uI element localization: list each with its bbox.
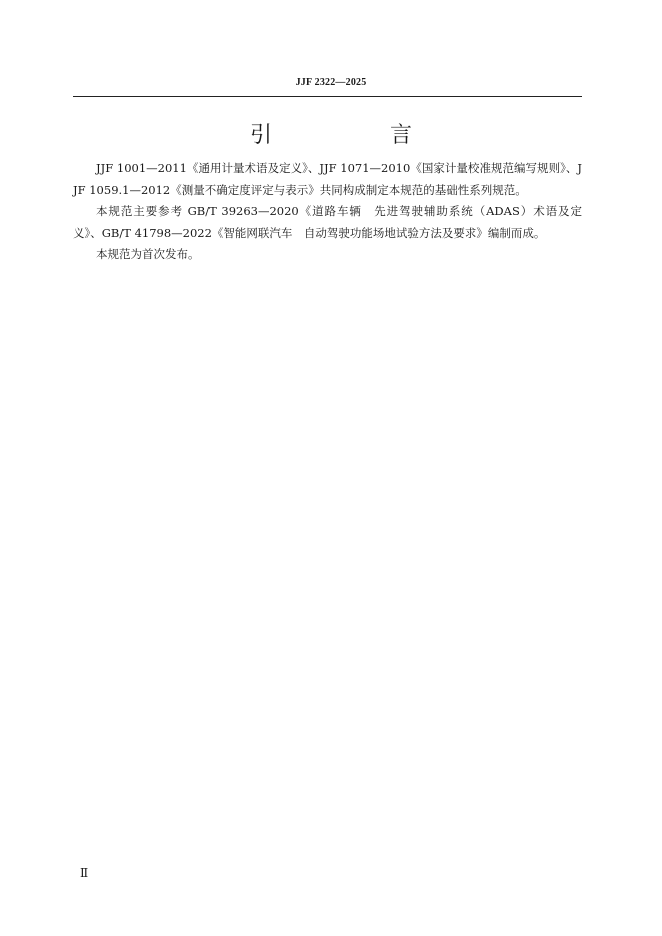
page-number: Ⅱ: [80, 866, 89, 880]
paragraph-reference-standards: 本规范主要参考 GB/T 39263—2020《道路车辆 先进驾驶辅助系统（ADAS）术语及定义》、GB/T 41798—2022《智能网联汽车 自动驾驶功能场地试验方法及要求》编制而成。: [73, 204, 582, 240]
header-divider: [73, 96, 582, 97]
paragraph-release-note: 本规范为首次发布。: [96, 247, 200, 261]
section-title: 引 言: [249, 123, 460, 148]
body-text: [73, 158, 582, 266]
document-code-header: JJF 2322—2025: [295, 77, 367, 88]
paragraph-normative-references: JJF 1001—2011《通用计量术语及定义》、JJF 1071—2010《国家计量校准规范编写规则》、JJF 1059.1—2012《测量不确定度评定与表示》共同构成制定本规范的基础性系列规范。: [73, 161, 582, 197]
